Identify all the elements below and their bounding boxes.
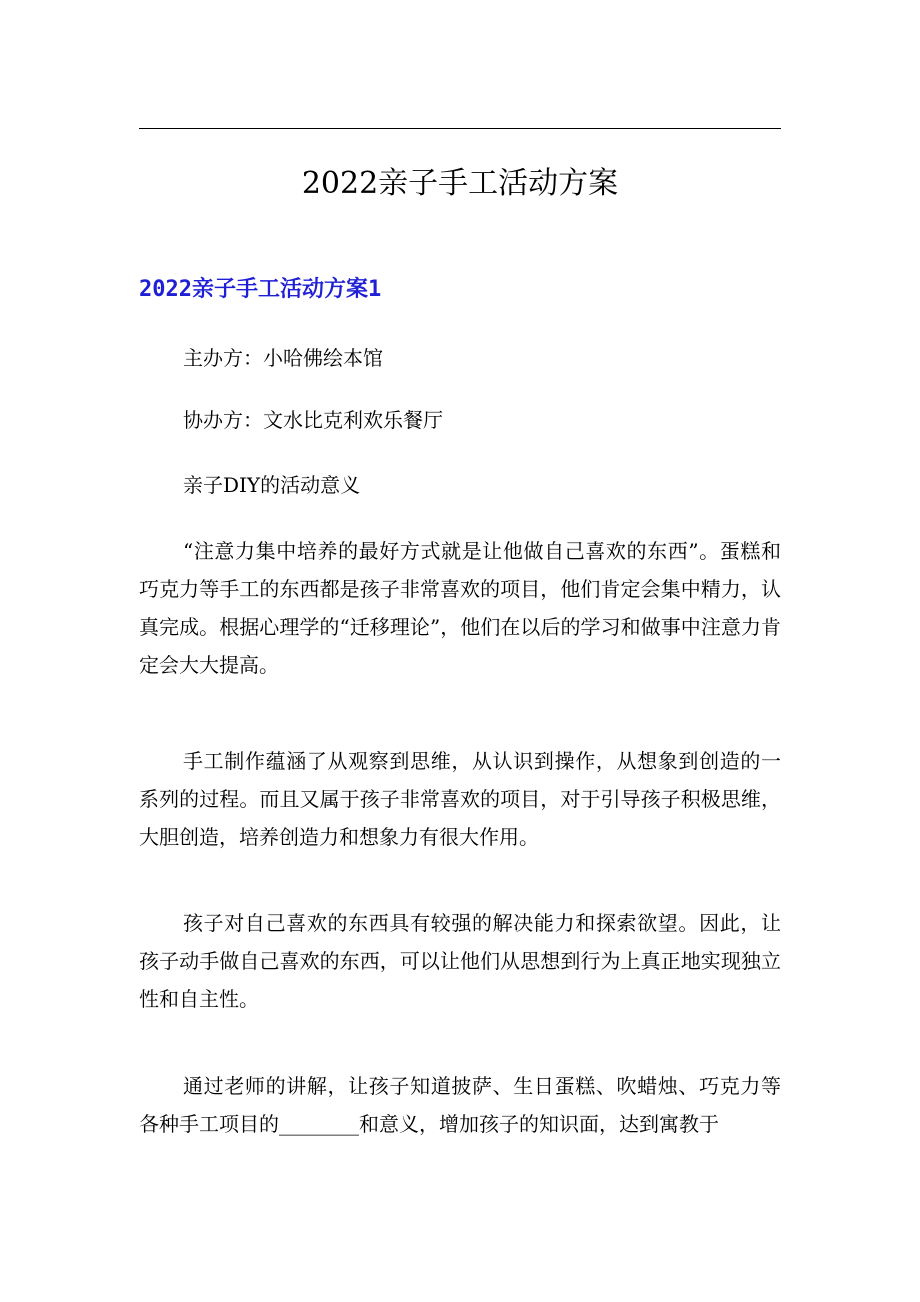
body-paragraph-exploration: 孩子对自己喜欢的东西具有较强的解决能力和探索欲望。因此，让孩子动手做自己喜欢的东西，可以让他们从思想到行为上真正地实现独立性和自主性。	[139, 911, 781, 1011]
section-heading: 2022亲子手工活动方案1	[139, 277, 382, 302]
activity-significance-heading: 亲子DIY的活动意义	[183, 473, 361, 497]
body-paragraph-teacher: 通过老师的讲解，让孩子知道披萨、生日蛋糕、吹蜡烛、巧克力等各种手工项目的________和意义，增加孩子的知识面，达到寓教于	[139, 1074, 781, 1136]
organizer-line: 主办方：小哈佛绘本馆	[183, 346, 383, 370]
body-paragraph-attention: “注意力集中培养的最好方式就是让他做自己喜欢的东西”。蛋糕和巧克力等手工的东西都是孩子非常喜欢的项目，他们肯定会集中精力，认真完成。根据心理学的“迁移理论”，他们在以后的学习和做事中注意力肯定会大大提高。	[139, 539, 781, 677]
document-title: 2022亲子手工活动方案	[301, 166, 619, 201]
body-paragraph-handcraft: 手工制作蕴涵了从观察到思维，从认识到操作，从想象到创造的一系列的过程。而且又属于孩子非常喜欢的项目，对于引导孩子积极思维，大胆创造，培养创造力和想象力有很大作用。	[139, 749, 781, 849]
co-organizer-line: 协办方：文水比克利欢乐餐厅	[183, 408, 443, 432]
header-rule	[139, 128, 781, 129]
